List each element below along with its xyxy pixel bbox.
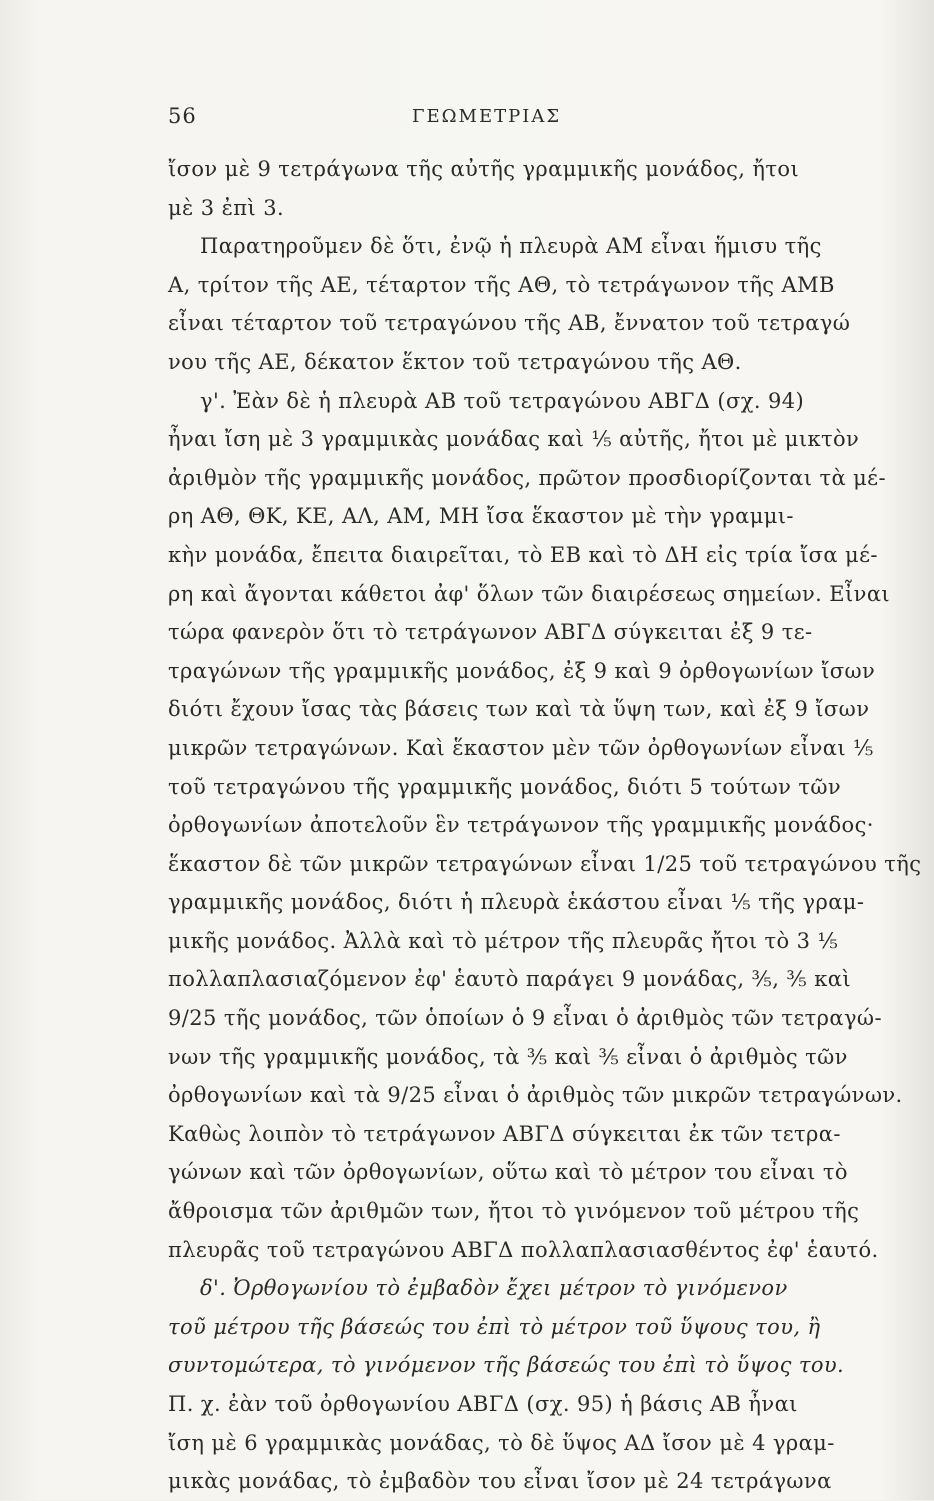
text-line: μικὰς μονάδας, τὸ ἐμβαδὸν του εἶναι ἴσον μὲ 24 τετράγωνα <box>168 1469 832 1494</box>
page-header <box>168 104 768 134</box>
text-line: τώρα φανερὸν ὅτι τὸ τετράγωνον ΑΒΓΔ σύγκειται ἐξ 9 τε- <box>168 620 813 645</box>
body-text <box>168 150 922 1501</box>
text-line: Παρατηροῦμεν δὲ ὅτι, ἐνῷ ἡ πλευρὰ ΑΜ εἶναι ἥμισυ τῆς <box>200 234 822 259</box>
running-head: ΓΕΩΜΕΤΡΙΑΣ <box>412 106 562 127</box>
text-line: Α, τρίτον τῆς ΑΕ, τέταρτον τῆς ΑΘ, τὸ τετράγωνον τῆς ΑΜΒ <box>168 272 835 297</box>
text-line: πολλαπλασιαζόμενον ἐφ' ἑαυτὸ παράγει 9 μονάδας, ⅗, ⅗ καὶ <box>168 967 851 992</box>
text-line: μικρῶν τετραγώνων. Καὶ ἕκαστον μὲν τῶν ὀρθογωνίων εἶναι ⅕ <box>168 735 874 760</box>
text-line: γώνων καὶ τῶν ὀρθογωνίων, οὕτω καὶ τὸ μέτρον του εἶναι τὸ <box>168 1160 848 1185</box>
text-line: 9/25 τῆς μονάδος, τῶν ὁποίων ὁ 9 εἶναι ὁ ἀριθμὸς τῶν τετραγώ- <box>168 1006 882 1031</box>
text-line: διότι ἔχουν ἴσας τὰς βάσεις των καὶ τὰ ὕψη των, καὶ ἐξ 9 ἴσων <box>168 697 870 722</box>
text-line: νων τῆς γραμμικῆς μονάδος, τὰ ⅗ καὶ ⅗ εἶναι ὁ ἀριθμὸς τῶν <box>168 1044 848 1069</box>
text-line: ἄθροισμα τῶν ἀριθμῶν των, ἤτοι τὸ γινόμενον τοῦ μέτρου τῆς <box>168 1199 860 1224</box>
text-line: τραγώνων τῆς γραμμικῆς μονάδος, ἐξ 9 καὶ 9 ὀρθογωνίων ἴσων <box>168 658 876 683</box>
text-line: ἴση μὲ 6 γραμμικὰς μονάδας, τὸ δὲ ὕψος ΑΔ ἴσον μὲ 4 γραμ- <box>168 1430 835 1455</box>
text-line: ρη ΑΘ, ΘΚ, ΚΕ, ΑΛ, ΑΜ, ΜΗ ἴσα ἕκαστον μὲ τὴν γραμμι- <box>168 504 794 529</box>
text-line: κὴν μονάδα, ἔπειτα διαιρεῖται, τὸ ΕΒ καὶ τὸ ΔΗ εἰς τρία ἴσα μέ- <box>168 542 878 567</box>
text-line: δ'. Ὀρθογωνίου τὸ ἐμβαδὸν ἔχει μέτρον τὸ γινόμενον <box>200 1276 788 1301</box>
text-line: εἶναι τέταρτον τοῦ τετραγώνου τῆς ΑΒ, ἔννατον τοῦ τετραγώ <box>168 311 851 336</box>
page-number: 56 <box>168 104 197 128</box>
text-line: μὲ 3 ἐπὶ 3. <box>168 195 285 220</box>
text-line: γραμμικῆς μονάδος, διότι ἡ πλευρὰ ἑκάστου εἶναι ⅕ τῆς γραμ- <box>168 890 865 915</box>
text-line: ἦναι ἴση μὲ 3 γραμμικὰς μονάδας καὶ ⅕ αὐτῆς, ἤτοι μὲ μικτὸν <box>168 427 860 452</box>
text-line: γ'. Ἐὰν δὲ ἡ πλευρὰ ΑΒ τοῦ τετραγώνου ΑΒΓΔ (σχ. 94) <box>200 388 805 413</box>
text-line: Π. χ. ἐὰν τοῦ ὀρθογωνίου ΑΒΓΔ (σχ. 95) ἡ βάσις ΑΒ ἦναι <box>168 1392 798 1416</box>
text-line: νου τῆς ΑΕ, δέκατον ἕκτον τοῦ τετραγώνου τῆς ΑΘ. <box>168 349 742 374</box>
text-line: τοῦ μέτρου τῆς βάσεώς του ἐπὶ τὸ μέτρον τοῦ ὕψους του, ἢ <box>168 1314 821 1339</box>
text-line: πλευρᾶς τοῦ τετραγώνου ΑΒΓΔ πολλαπλασιασθέντος ἐφ' ἑαυτό. <box>168 1237 879 1262</box>
text-line: ἴσον μὲ 9 τετράγωνα τῆς αὐτῆς γραμμικῆς μονάδος, ἤτοι <box>168 157 800 181</box>
text-line: ὀρθογωνίων ἀποτελοῦν ἓν τετράγωνον τῆς γραμμικῆς μονάδος· <box>168 813 874 838</box>
text-line: ἀριθμὸν τῆς γραμμικῆς μονάδος, πρῶτον προσδιορίζονται τὰ μέ- <box>168 465 886 490</box>
text-line: ἕκαστον δὲ τῶν μικρῶν τετραγώνων εἶναι 1/25 τοῦ τετραγώνου τῆς <box>168 851 922 876</box>
text-line: ρη καὶ ἄγονται κάθετοι ἀφ' ὅλων τῶν διαιρέσεως σημείων. Εἶναι <box>168 581 891 606</box>
text-line: Καθὼς λοιπὸν τὸ τετράγωνον ΑΒΓΔ σύγκειται ἐκ τῶν τετρα- <box>168 1121 841 1146</box>
text-line: μικῆς μονάδος. Ἀλλὰ καὶ τὸ μέτρον τῆς πλευρᾶς ἤτοι τὸ 3 ⅕ <box>168 928 839 953</box>
text-line: τοῦ τετραγώνου τῆς γραμμικῆς μονάδος, διότι 5 τούτων τῶν <box>168 774 842 799</box>
text-line: ὀρθογωνίων καὶ τὰ 9/25 εἶναι ὁ ἀριθμὸς τῶν μικρῶν τετραγώνων. <box>168 1083 903 1108</box>
text-line: συντομώτερα, τὸ γινόμενον τῆς βάσεώς του ἐπὶ τὸ ὕψος του. <box>168 1353 845 1378</box>
